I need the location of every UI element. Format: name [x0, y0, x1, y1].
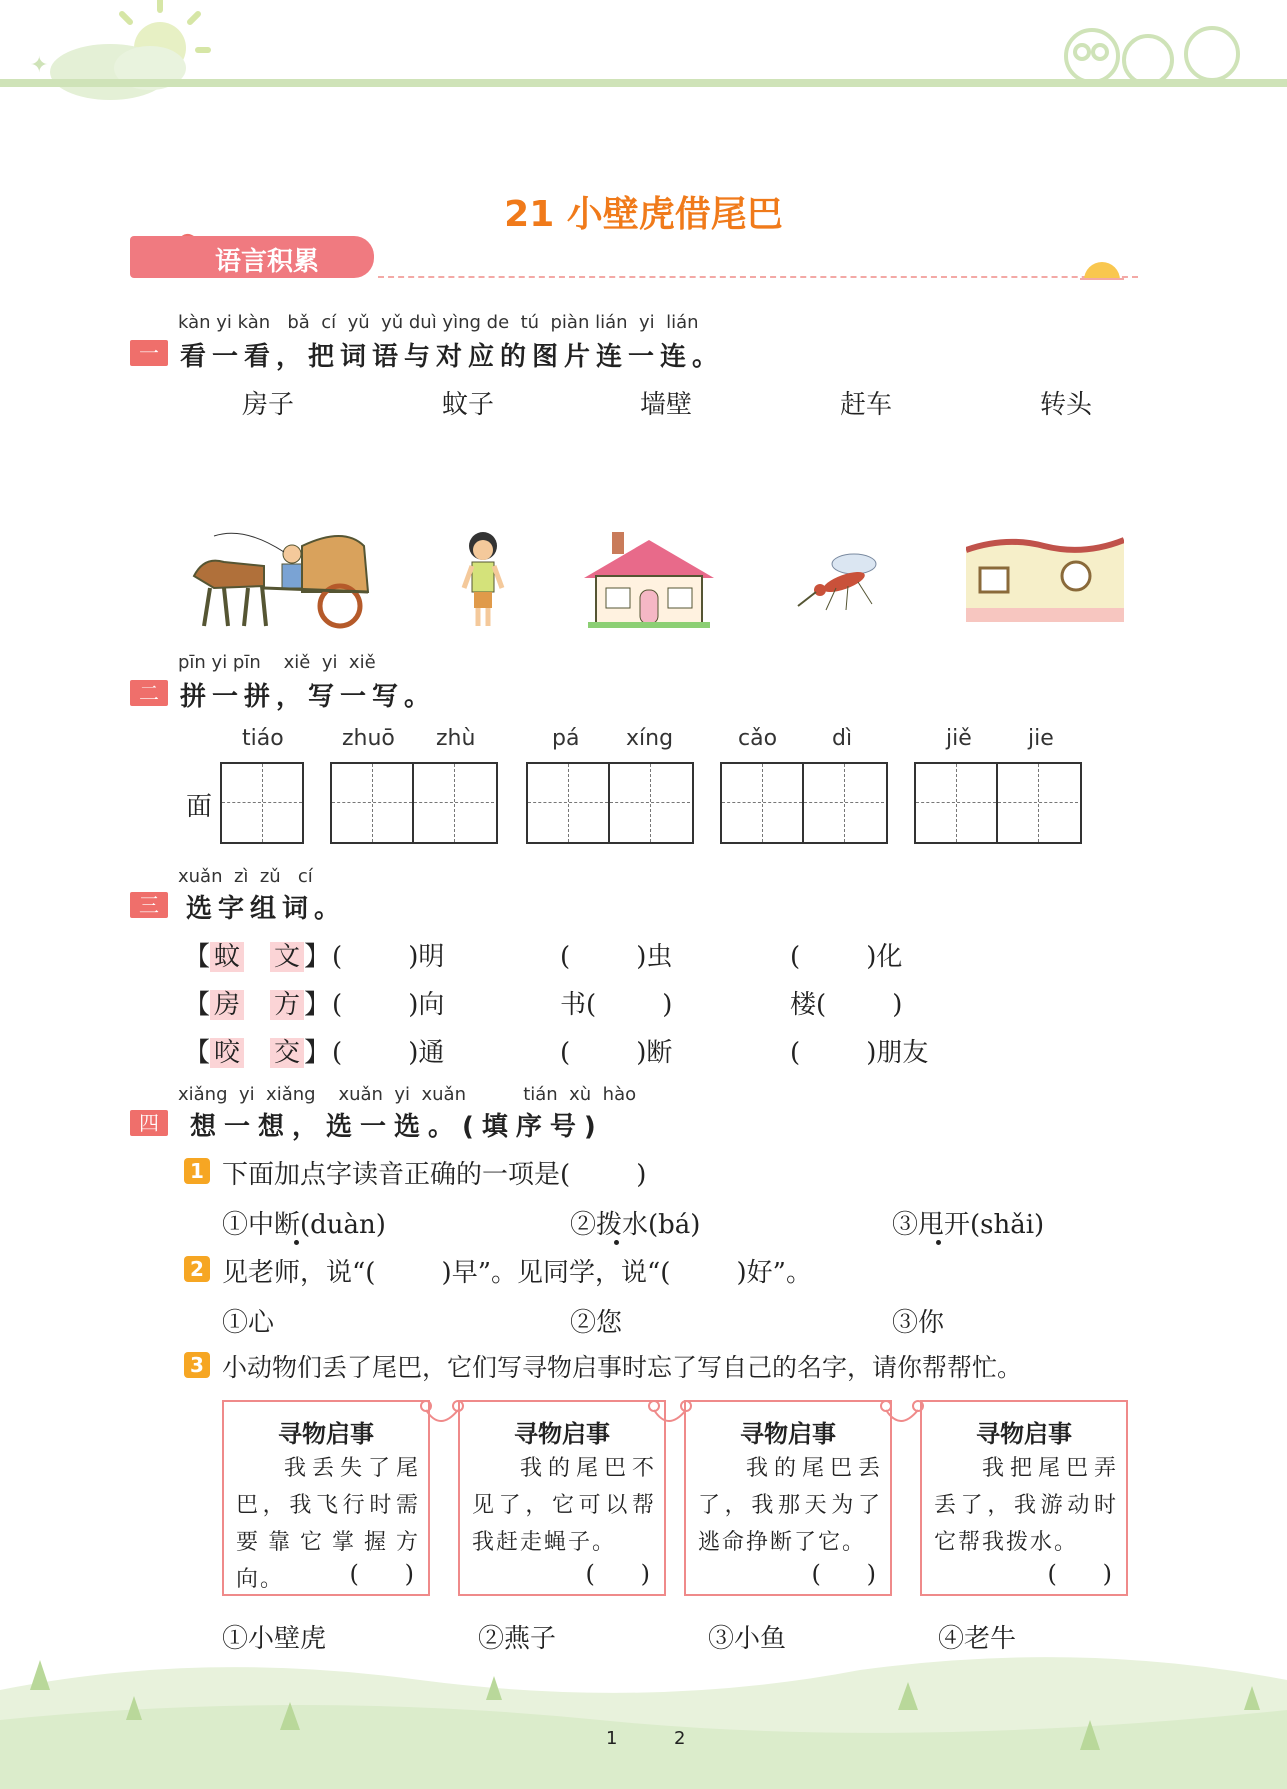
q3-badge: 3: [184, 1352, 210, 1378]
s2-number: 二: [130, 680, 168, 706]
card-title: 寻物启事: [740, 1419, 836, 1448]
q3-text: 小动物们丢了尾巴，它们写寻物启事时忘了写自己的名字，请你帮帮忙。: [222, 1353, 1023, 1382]
blank-item[interactable]: ( )虫: [560, 942, 673, 972]
card-title: 寻物启事: [976, 1419, 1072, 1448]
svg-text:✦: ✦: [30, 53, 49, 78]
card-answer-blank[interactable]: ( ): [585, 1560, 650, 1588]
writing-grid-4[interactable]: [720, 762, 888, 844]
s2-pinyin-4a: cǎo: [738, 726, 778, 751]
blank-item[interactable]: ( )通: [332, 1038, 445, 1068]
s3-row-2-chars: 【 房 方 】: [184, 990, 331, 1020]
q1-option-3[interactable]: ③甩开(shǎi): [892, 1210, 1045, 1240]
emphasis-dot: [936, 1240, 941, 1245]
s3-pinyin: xuǎn zì zǔ cí: [178, 866, 313, 887]
char-option: 方: [270, 990, 304, 1020]
card-title: 寻物启事: [278, 1419, 374, 1448]
s3-instruction: 选字组词。: [186, 894, 347, 924]
card-answer-blank[interactable]: ( ): [349, 1560, 414, 1588]
s3-row-3-chars: 【 咬 交 】: [184, 1038, 331, 1068]
q2-option-2[interactable]: ②您: [570, 1308, 623, 1338]
s2-pinyin-3b: xíng: [626, 726, 674, 751]
s4-pinyin: xiǎng yi xiǎng xuǎn yi xuǎn tián xù hào: [178, 1084, 637, 1105]
house-image: [584, 532, 714, 628]
char-option: 交: [270, 1038, 304, 1068]
emphasis-dot: [294, 1240, 299, 1245]
blank-item[interactable]: 楼( ): [790, 990, 903, 1020]
cart-image: [184, 526, 378, 632]
s2-pinyin: pīn yi pīn xiě yi xiě: [178, 652, 376, 673]
writing-grid-1[interactable]: [220, 762, 304, 844]
q1-option-2[interactable]: ②拨水(bá): [570, 1210, 701, 1240]
sunset-icon: [1080, 258, 1124, 280]
page-number-left: 1: [606, 1728, 618, 1749]
s1-word-1: 房子: [242, 390, 295, 420]
s3-row-1-chars: 【 蚊 文 】: [184, 942, 331, 972]
page-number-right: 2: [674, 1728, 686, 1749]
q3-option-2[interactable]: ②燕子: [478, 1624, 557, 1654]
q1-badge: 1: [184, 1158, 210, 1184]
q2-option-3[interactable]: ③你: [892, 1308, 945, 1338]
q3-option-4[interactable]: ④老牛: [938, 1624, 1017, 1654]
s4-instruction: 想一想，选一选。(填序号): [190, 1112, 604, 1142]
char-option: 咬: [210, 1038, 244, 1068]
notice-card-4: [920, 1400, 1128, 1596]
card-body: 我的尾巴丢了，我那天为了逃命挣断了它。: [698, 1456, 882, 1555]
writing-grid-2[interactable]: [330, 762, 498, 844]
s1-word-2: 蚊子: [442, 390, 495, 420]
s2-pinyin-3a: pá: [552, 726, 580, 751]
s1-word-5: 转头: [1040, 390, 1093, 420]
char-option: 房: [210, 990, 244, 1020]
char-option: 文: [270, 942, 304, 972]
card-body: 我丢失了尾巴，我飞行时需要靠它掌握方向。: [236, 1456, 420, 1592]
notice-card-1: [222, 1400, 430, 1596]
writing-grid-3[interactable]: [526, 762, 694, 844]
q1-option-1[interactable]: ①中断(duàn): [222, 1210, 386, 1240]
q3-option-3[interactable]: ③小鱼: [708, 1624, 787, 1654]
emphasis-dot: [614, 1240, 619, 1245]
q2-text: 见老师，说“( )早”。见同学，说“( )好”。: [222, 1258, 812, 1288]
s1-number: 一: [130, 340, 168, 366]
s2-pinyin-5b: jie: [1028, 726, 1054, 751]
writing-grid-5[interactable]: [914, 762, 1082, 844]
s2-pinyin-4b: dì: [832, 726, 853, 751]
blank-item[interactable]: ( )断: [560, 1038, 673, 1068]
q3-option-1[interactable]: ①小壁虎: [222, 1624, 327, 1654]
footer-hills: [0, 1650, 1287, 1789]
card-connector-loops: [410, 1396, 950, 1432]
q1-text: 下面加点字读音正确的一项是( ): [222, 1160, 647, 1190]
page-title: 21 小壁虎借尾巴: [504, 194, 783, 235]
header-rule: [0, 79, 1287, 87]
blank-item[interactable]: ( )向: [332, 990, 445, 1020]
card-title: 寻物启事: [514, 1419, 610, 1448]
card-body: 我把尾巴弄丢了，我游动时它帮我拨水。: [934, 1456, 1118, 1555]
q2-badge: 2: [184, 1256, 210, 1282]
s1-word-3: 墙壁: [640, 390, 693, 420]
blank-item[interactable]: 书( ): [560, 990, 673, 1020]
s2-instruction: 拼一拼，写一写。: [180, 682, 437, 712]
s3-number: 三: [130, 892, 168, 918]
blank-item[interactable]: ( )明: [332, 942, 445, 972]
blank-item[interactable]: ( )朋友: [790, 1038, 929, 1068]
animal-faces-icon: [1066, 28, 1238, 84]
banner-label: 语言积累: [215, 247, 320, 277]
s1-pinyin: kàn yi kàn bǎ cí yǔ yǔ duì yìng de tú piàn lián yi lián: [178, 312, 699, 333]
card-body: 我的尾巴不见了，它可以帮我赶走蝇子。: [472, 1456, 656, 1555]
card-answer-blank[interactable]: ( ): [1047, 1560, 1112, 1588]
s2-pinyin-2b: zhù: [436, 726, 476, 751]
s1-word-4: 赶车: [840, 390, 893, 420]
char-option: 蚊: [210, 942, 244, 972]
s4-number: 四: [130, 1110, 168, 1136]
banner-divider: [378, 276, 1138, 278]
mosquito-image: [796, 542, 882, 612]
girl-image: [460, 528, 506, 632]
s2-pinyin-1: tiáo: [242, 726, 284, 751]
card-answer-blank[interactable]: ( ): [811, 1560, 876, 1588]
s1-instruction: 看一看，把词语与对应的图片连一连。: [180, 342, 725, 372]
blank-item[interactable]: ( )化: [790, 942, 903, 972]
s2-pinyin-2a: zhuō: [342, 726, 395, 751]
s2-label: 面: [186, 792, 213, 822]
header-decoration: [0, 0, 1287, 120]
wall-image: [966, 536, 1124, 622]
q2-option-1[interactable]: ①心: [222, 1308, 275, 1338]
s2-pinyin-5a: jiě: [946, 726, 972, 751]
